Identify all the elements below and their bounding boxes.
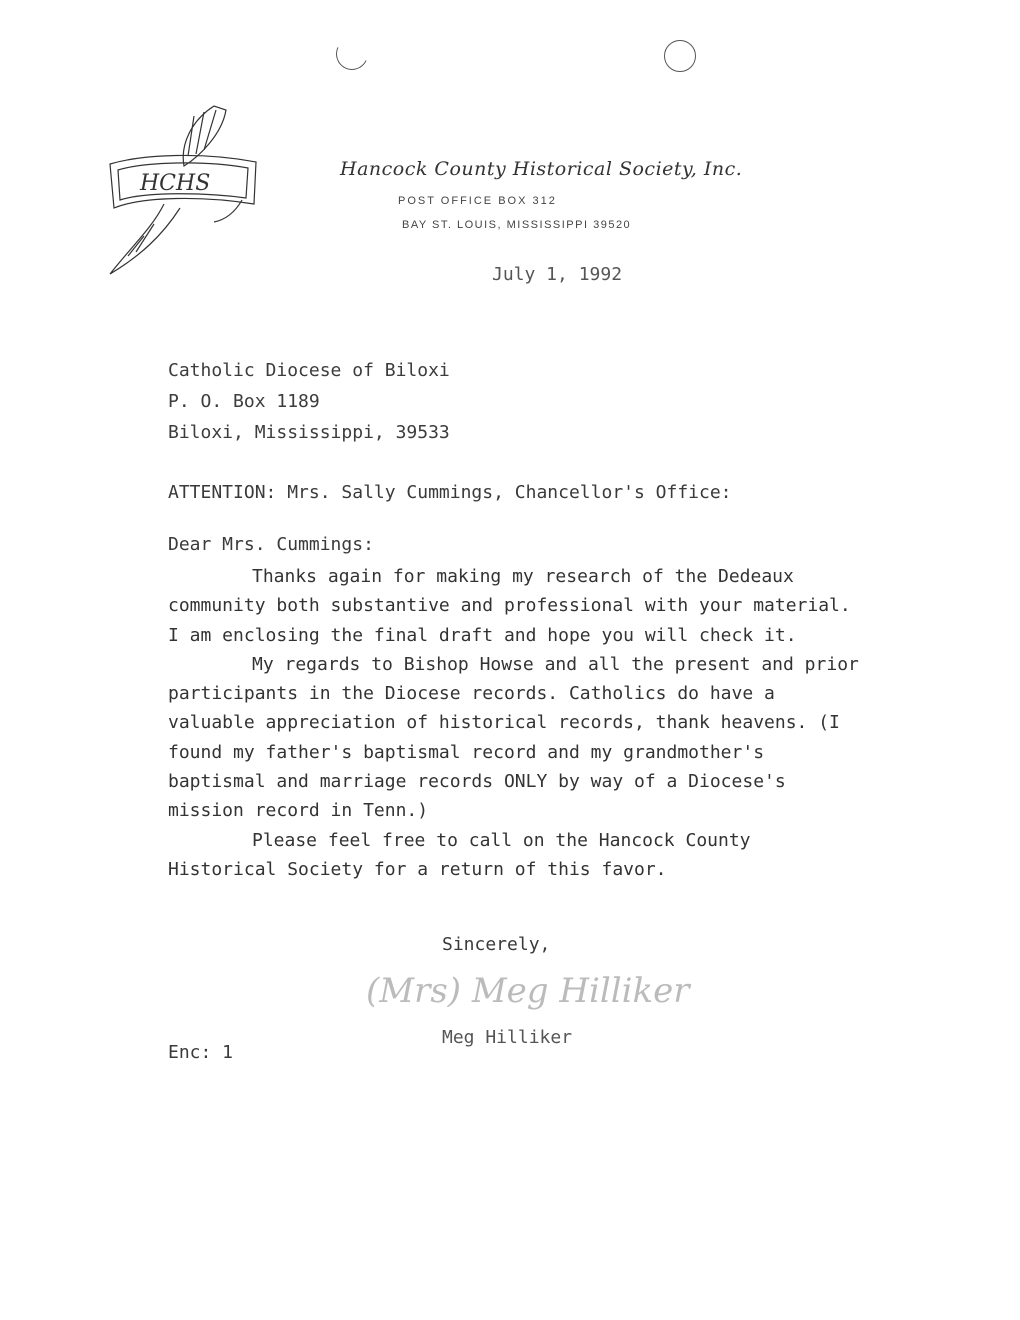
society-logo	[104, 96, 264, 286]
body-paragraph-2: My regards to Bishop Howse and all the present and prior participants in the Diocese records. Catholics do have a valuable appreciation of historical records, thank heavens. (I found my father's baptismal record and my grandmother's baptismal and marriage records ONLY by way of a Diocese's mission record in Tenn.)	[168, 653, 859, 822]
letterhead-address-line1: POST OFFICE BOX 312	[398, 195, 557, 207]
recipient-line1: Catholic Diocese of Biloxi	[168, 360, 450, 381]
handwritten-signature	[360, 962, 700, 1022]
body-paragraph-1: Thanks again for making my research of the Dedeaux community both substantive and professional with your material. I am enclosing the final draft and hope you will check it.	[168, 566, 851, 646]
recipient-line3: Biloxi, Mississippi, 39533	[168, 422, 450, 443]
salutation: Dear Mrs. Cummings:	[168, 534, 374, 555]
closing: Sincerely,	[442, 934, 551, 955]
letterhead-address-line2: BAY ST. LOUIS, MISSISSIPPI 39520	[402, 219, 632, 231]
signer-name: Meg Hilliker	[442, 1027, 573, 1048]
body-paragraph-3: Please feel free to call on the Hancock County Historical Society for a return of this favor.	[168, 829, 751, 880]
recipient-line2: P. O. Box 1189	[168, 391, 320, 412]
attention-line: ATTENTION: Mrs. Sally Cummings, Chancellor's Office:	[168, 482, 732, 503]
letter-date: July 1, 1992	[492, 264, 623, 285]
enclosure-note: Enc: 1	[168, 1042, 234, 1063]
punch-hole-left	[331, 33, 372, 74]
letter-body	[168, 562, 868, 884]
organization-name: Hancock County Historical Society, Inc.	[340, 158, 743, 180]
logo-monogram: HCHS	[140, 171, 211, 196]
signature-text: (Mrs) Meg Hilliker	[366, 971, 690, 1011]
punch-hole-right	[664, 40, 696, 72]
